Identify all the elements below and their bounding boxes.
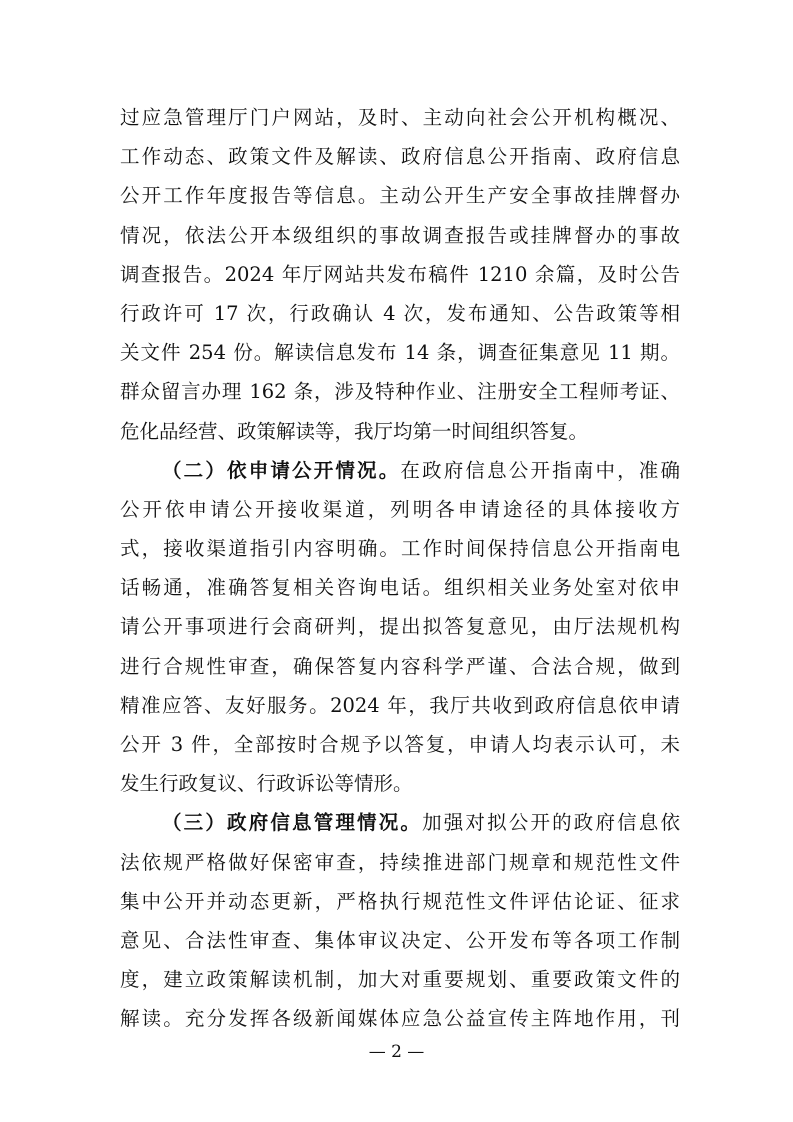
paragraph-first-line bbox=[120, 451, 680, 490]
text-line: 过应急管理厅门户网站，及时、主动向社会公开机构概况、 bbox=[120, 106, 680, 129]
text-line: 公开 3 件，全部按时合规予以答复，申请人均表示认可，未 bbox=[120, 733, 680, 756]
text-line: 发生行政复议、行政诉讼等情形。 bbox=[120, 772, 413, 796]
text-line: 集中公开并动态更新，严格执行规范性文件评估论证、征求 bbox=[120, 889, 680, 913]
paragraph-first-line bbox=[120, 803, 680, 842]
text-line: 工作动态、政策文件及解读、政府信息公开指南、政府信息 bbox=[120, 145, 680, 169]
text-line: 式，接收渠道指引内容明确。工作时间保持信息公开指南电 bbox=[120, 537, 680, 561]
text-line: 进行合规性审查，确保答复内容科学严谨、合法合规，做到 bbox=[120, 654, 680, 678]
section-heading: （三）政府信息管理情况。 bbox=[162, 811, 423, 835]
text-line: 危化品经营、政策解读等，我厅均第一时间组织答复。 bbox=[120, 419, 589, 443]
body-text bbox=[120, 98, 680, 1039]
text-line: 公开依申请公开接收渠道，列明各申请途径的具体接收方 bbox=[120, 497, 680, 521]
text-line: 精准应答、友好服务。2024 年，我厅共收到政府信息依申请 bbox=[120, 693, 680, 717]
text-line: 关文件 254 份。解读信息发布 14 条，调查征集意见 11 期。 bbox=[120, 341, 680, 365]
text-line: 话畅通，准确答复相关咨询电话。组织相关业务处室对依申 bbox=[120, 576, 680, 600]
text-line: 解读。充分发挥各级新闻媒体应急公益宣传主阵地作用，刊 bbox=[120, 1007, 680, 1031]
text-line: 情况，依法公开本级组织的事故调查报告或挂牌督办的事故 bbox=[120, 223, 680, 247]
paragraph-public-disclosure bbox=[120, 98, 680, 451]
text-line: 调查报告。2024 年厅网站共发布稿件 1210 余篇，及时公告 bbox=[120, 262, 680, 286]
section-heading: （二）依申请公开情况。 bbox=[162, 458, 401, 482]
text-line: 度，建立政策解读机制，加大对重要规划、重要政策文件的 bbox=[120, 968, 680, 992]
text-run: 加强对拟公开的政府信息依 bbox=[422, 811, 680, 835]
page-number: — 2 — bbox=[368, 1042, 425, 1062]
paragraph-application-disclosure bbox=[120, 451, 680, 804]
text-line: 群众留言办理 162 条，涉及特种作业、注册安全工程师考证、 bbox=[120, 380, 680, 404]
paragraph-information-management bbox=[120, 803, 680, 1038]
text-line: 请公开事项进行会商研判，提出拟答复意见，由厅法规机构 bbox=[120, 615, 680, 639]
text-run: 在政府信息公开指南中，准确 bbox=[400, 458, 680, 482]
text-line: 公开工作年度报告等信息。主动公开生产安全事故挂牌督办 bbox=[120, 184, 680, 208]
text-line: 法依规严格做好保密审查，持续推进部门规章和规范性文件 bbox=[120, 850, 680, 874]
text-line: 行政许可 17 次，行政确认 4 次，发布通知、公告政策等相 bbox=[120, 301, 680, 325]
text-line: 意见、合法性审查、集体审议决定、公开发布等各项工作制 bbox=[120, 928, 680, 952]
